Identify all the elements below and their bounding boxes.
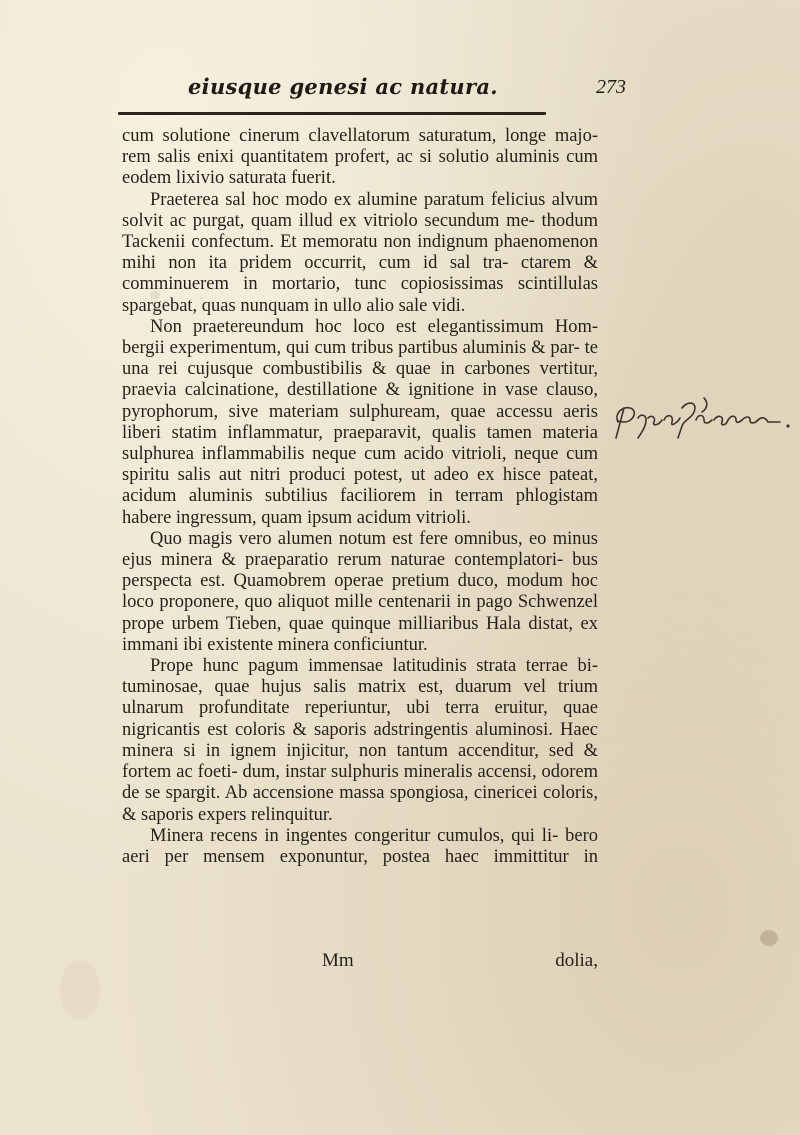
handwritten-margin-note (608, 392, 794, 442)
signature-mark: Mm (322, 950, 354, 971)
ink-stain (760, 930, 778, 946)
paragraph: Praeterea sal hoc modo ex alumine paratum felicius alvum solvit ac purgat, quam illud ex vitriolo secundum me- thodum Tackenii confectum. Et memoratu non indignum phaenomenon mihi non ita pridem occurrit, cum id sal tra- ctarem & comminuerem in mortario, tunc copiosissimas scintillulas spargebat, quas nunquam in ullo alio sale vidi. (122, 189, 598, 316)
paragraph: cum solutione cinerum clavellatorum saturatum, longe majo- rem salis enixi quantitatem profert, ac si solutio aluminis cum eodem lixivio saturata fuerit. (122, 126, 598, 189)
page-number: 273 (596, 76, 626, 98)
handwriting-drawing (608, 392, 794, 442)
page-header (118, 74, 638, 104)
header-rule (118, 112, 546, 115)
running-head: eiusque genesi ac natura. (188, 74, 498, 99)
catchword: dolia, (555, 950, 598, 971)
paragraph: Prope hunc pagum immensae latitudinis strata terrae bi- tuminosae, quae hujus salis matrix est, duarum vel trium ulnarum profunditate reperiuntur, ubi terra eruitur, quae nigricantis est coloris & saporis adstringentis aluminosi. Haec minera si in ignem injicitur, non tantum accenditur, sed & fortem ac foeti- dum, instar sulphuris mineralis accensi, odorem de se spargit. Ab accensione massa spongiosa, cinericei coloris, & saporis expers relinquitur. (122, 656, 598, 825)
body-text (122, 126, 598, 868)
paragraph: Minera recens in ingentes congeritur cumulos, qui li- bero aeri per mensem exponuntur, postea haec immittitur in (122, 825, 598, 867)
paragraph: Non praetereundum hoc loco est elegantissimum Hom- bergii experimentum, qui cum tribus partibus aluminis & par- te una rei cujusque combustibilis & quae in carbones vertitur, praevia calcinatione, destillatione & ignitione in vase clauso, pyrophorum, sive materiam sulphuream, quae accessu aeris liberi statim inflammatur, praeparavit, qualis tamen materia sulphurea inflammabilis neque cum acido vitrioli, neque cum spiritu salis aut nitri produci potest, ut adeo ex hisce pateat, acidum aluminis subtilius faciliorem in terram phlogistam habere ingressum, quam ipsum acidum vitrioli. (122, 316, 598, 528)
paper-shadow (60, 960, 100, 1020)
paragraph: Quo magis vero alumen notum est fere omnibus, eo minus ejus minera & praeparatio rerum naturae contemplatori- bus perspecta est. Quamobrem operae pretium duco, modum hoc loco proponere, quo aliquot mille centenarii in pago Schwenzel prope urbem Tieben, quae quinque milliaribus Hala distat, ex immani ibi existente minera conficiuntur. (122, 528, 598, 655)
